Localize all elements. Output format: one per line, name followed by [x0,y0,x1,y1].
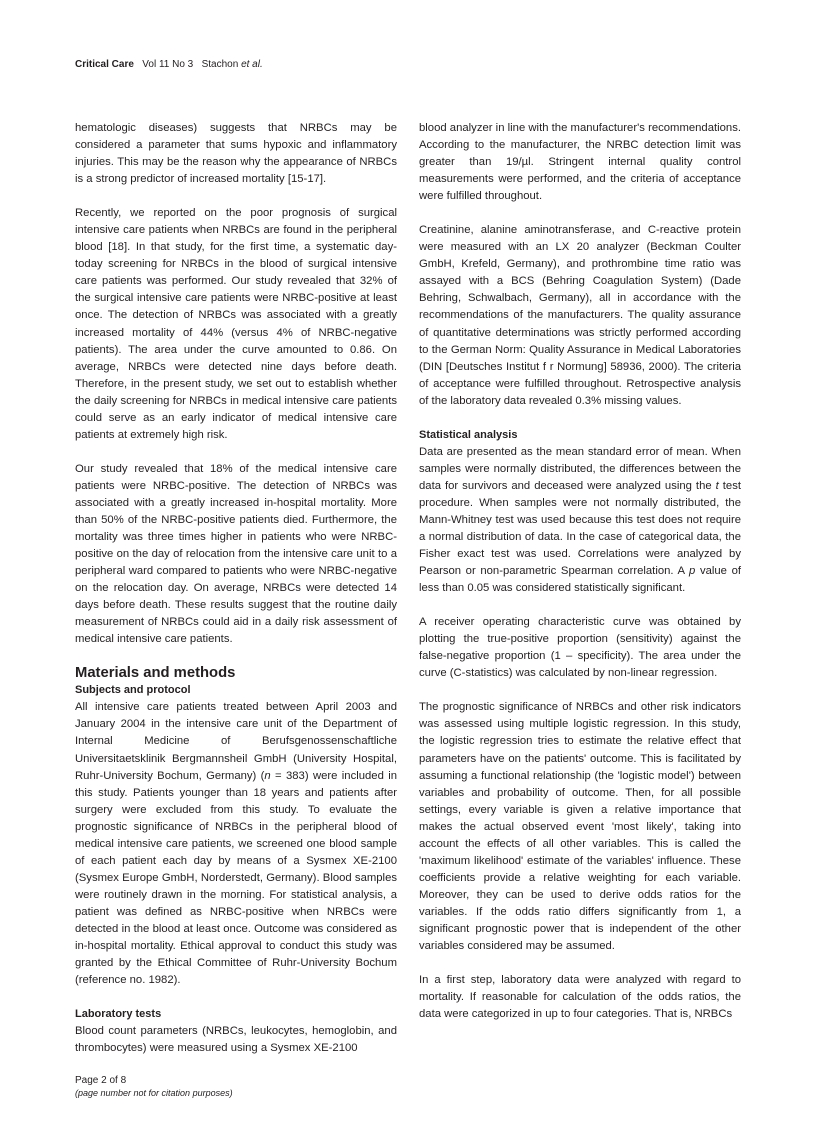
left-column [75,120,397,1057]
subsection-heading-subjects: Subjects and protocol [75,684,191,697]
page-number: Page 2 of 8 [75,1075,127,1086]
paragraph: The prognostic significance of NRBCs and other risk indicators was assessed using multiple logistic regression. In this study, the logistic regression tries to estimate the relative effect that parameters have on the patients' outcome. This is facilitated by assuming a functional relationship (the 'logistic model') between variables and probability of outcome. Then, for all possible settings, every variable is given a relative importance that makes the actual observed event 'most likely', taking into account the effects of all other variables. This is called the 'maximum likelihood' estimate of the variables' influence. These coefficients provide a relative weighting for each variable. Moreover, they can be used to derive odds ratios for the variables. If the odds ratio differs significantly from 1, a significant prognostic power that is independent of the other variables considered may be assumed. [419,701,741,953]
paragraph: All intensive care patients treated between April 2003 and January 2004 in the intensive care unit of the Department of Internal Medicine of Berufsgenossenschaftliche Universitaetsklinik Bergmannsheil GmbH (University Hospital, Ruhr-University Bochum, Germany) (n = 383) were included in this study. Patients younger than 18 years and patients after surgery were excluded from this study. To evaluate the prognostic significance of NRBCs in the peripheral blood of medical intensive care patients, we screened one blood sample of each patient each day by means of a Sysmex XE-2100 (Sysmex Europe GmbH, Norderstedt, Germany). Blood samples were routinely drawn in the morning. For statistical analysis, a patient was defined as NRBC-positive when NRBCs were detected in the blood at least once. Outcome was considered as in-hospital mortality. Ethical approval to conduct this study was granted by the Ethical Committee of Ruhr-University Bochum (reference no. 1982). [75,701,397,987]
page-footer [75,1074,233,1100]
author-name: Stachon [201,59,239,70]
right-column [419,120,741,1023]
subsection-heading-statistical: Statistical analysis [419,428,518,441]
paragraph: blood analyzer in line with the manufacturer's recommendations. According to the manufacturer, the NRBC detection limit was greater than 19/µl. Stringent internal quality control measurements were performed, and the criteria of acceptance were fulfilled throughout. [419,122,741,203]
paragraph: In a first step, laboratory data were analyzed with regard to mortality. If reasonable for calculation of the odds ratios, the data were categorized in up to four categories. That is, NRBCs [419,974,741,1021]
et-al: et al. [241,59,263,70]
paragraph: Recently, we reported on the poor prognosis of surgical intensive care patients when NRBCs are found in the peripheral blood [18]. In that study, for the first time, a systematic day-today screening for NRBCs in the blood of surgical intensive care patients was performed. Our study revealed that 32% of the surgical intensive care patients were NRBC-positive at least once. The detection of NRBCs was associated with a greatly increased mortality of 44% (versus 4% of NRBC-negative patients). The area under the curve amounted to 0.86. On average, NRBCs were detected nine days before death. Therefore, in the present study, we set out to establish whether the daily screening for NRBCs in medical intensive care patients could serve as an early indicator of medical intensive care patients at extremely high risk. [75,207,397,441]
issue-info: Vol 11 No 3 [142,59,194,70]
section-heading-materials-methods: Materials and methods [75,665,236,682]
paragraph: A receiver operating characteristic curve was obtained by plotting the true-positive proportion (sensitivity) against the false-negative proportion (1 – specificity). The area under the curve (C-statistics) was calculated by non-linear regression. [419,616,741,680]
subsection-heading-laboratory: Laboratory tests [75,1008,162,1021]
citation-note: (page number not for citation purposes) [75,1088,233,1098]
journal-name: Critical Care [75,59,134,70]
paragraph: Data are presented as the mean standard error of mean. When samples were normally distributed, the differences between the data for survivors and deceased were analyzed using the t test procedure. When samples were not normally distributed, the Mann-Whitney test was used because this test does not require a normal distribution of data. In the case of categorical data, the Fisher exact test was used. Correlations were analyzed by Pearson or non-parametric Spearman correlation. A p value of less than 0.05 was considered statistically significant. [419,445,741,595]
paragraph: Blood count parameters (NRBCs, leukocytes, hemoglobin, and thrombocytes) were measured using a Sysmex XE-2100 [75,1025,397,1055]
paragraph: hematologic diseases) suggests that NRBCs may be considered a parameter that sums hypoxic and inflammatory injuries. This may be the reason why the appearance of NRBCs is a strong predictor of increased mortality [15-17]. [75,122,397,186]
paragraph: Our study revealed that 18% of the medical intensive care patients were NRBC-positive. The detection of NRBCs was associated with a greatly increased in-hospital mortality. More than 50% of the NRBC-positive patients died. Furthermore, the mortality was three times higher in patients who were NRBC-positive on the day of relocation from the intensive care unit to a peripheral ward compared to patients who were NRBC-negative on the relocation day. On average, NRBCs were detected 14 days before death. These results suggest that the routine daily measurement of NRBCs could aid in a daily risk assessment of medical intensive care patients. [75,462,397,646]
running-header [75,59,263,70]
paragraph: Creatinine, alanine aminotransferase, and C-reactive protein were measured with an LX 20 analyzer (Beckman Coulter GmbH, Krefeld, Germany), and prothrombine time ratio was assayed with a BCS (Behring Coagulation System) (Dade Behring, Schwalbach, Germany), all in accordance with the recommendations of the manufacturers. The quality assurance of quantitative determinations was strictly performed according to the German Norm: Quality Assurance in Medical Laboratories (DIN [Deutsches Institut f r Normung] 58936, 2000). The criteria of acceptance were fulfilled throughout. Retrospective analysis of the laboratory data revealed 0.3% missing values. [419,224,741,407]
